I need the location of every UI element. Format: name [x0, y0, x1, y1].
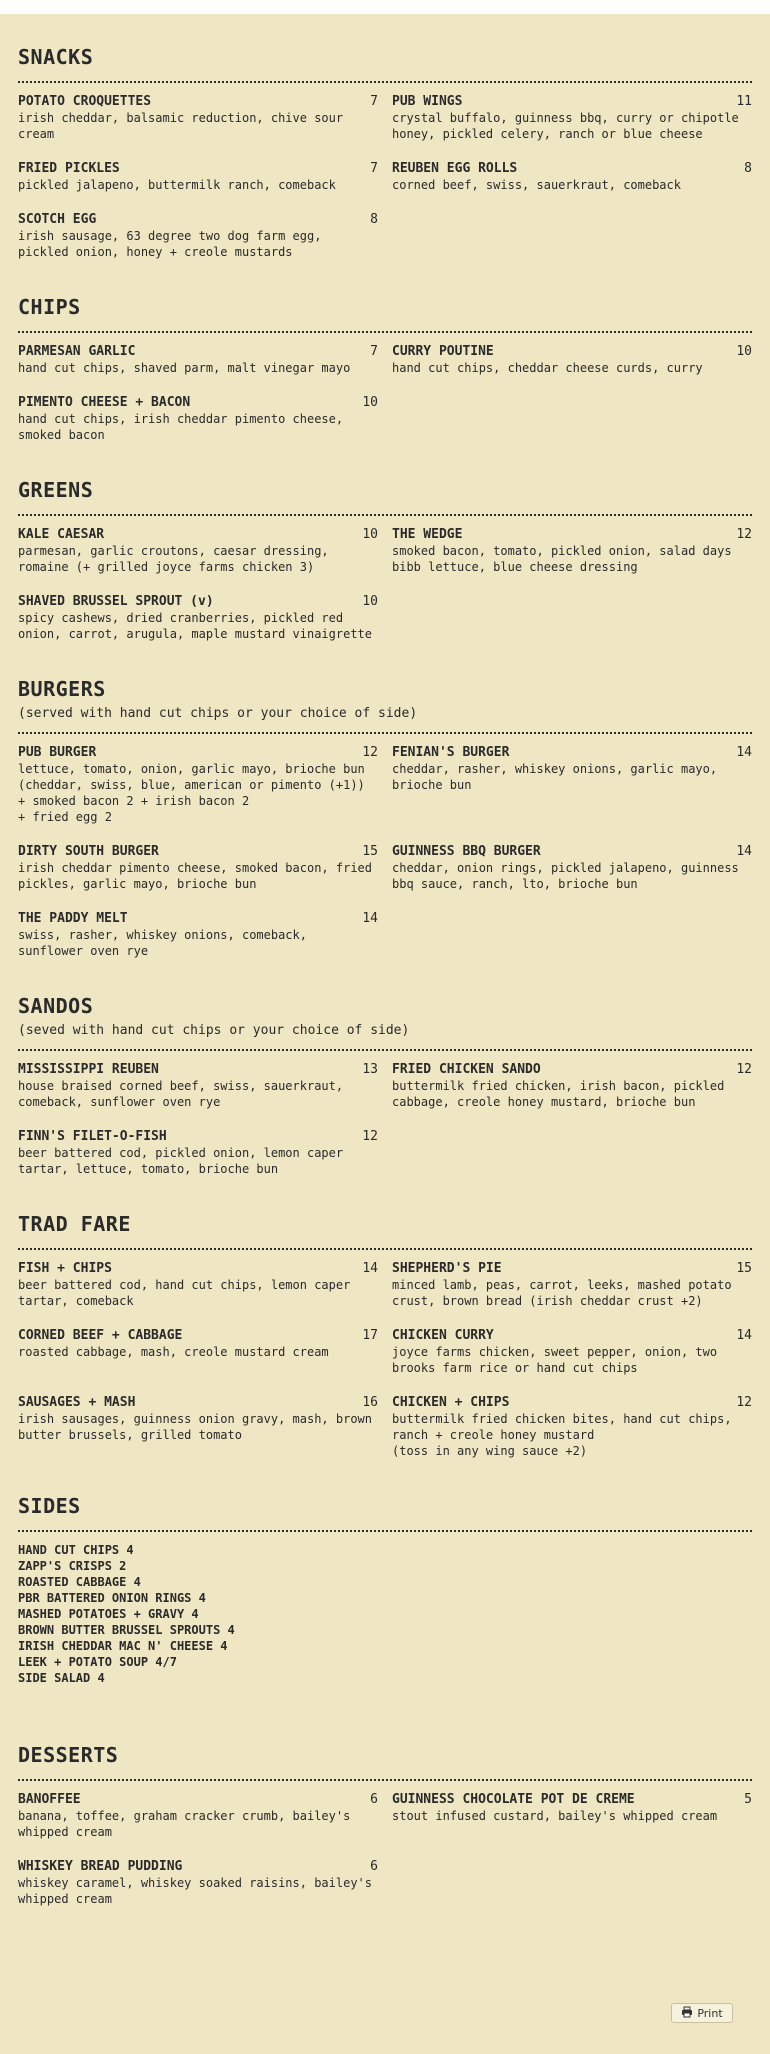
item-name: POTATO CROQUETTES: [18, 94, 152, 109]
menu-items: [18, 1061, 752, 1195]
menu-item: [392, 744, 752, 843]
item-description: beer battered cod, pickled onion, lemon caper tartar, lettuce, tomato, brioche bun: [18, 1146, 344, 1176]
item-name: GUINNESS CHOCOLATE POT DE CREME: [392, 1792, 635, 1807]
item-name: THE WEDGE: [392, 527, 463, 542]
item-price: 10: [362, 395, 378, 410]
menu-item: [18, 394, 378, 461]
item-name: CURRY POUTINE: [392, 344, 494, 359]
item-name: SHAVED BRUSSEL SPROUT (v): [18, 594, 214, 609]
item-price: 12: [736, 1395, 752, 1410]
menu-item: [18, 1858, 378, 1925]
side-item: IRISH CHEDDAR MAC N' CHEESE 4: [18, 1639, 228, 1653]
menu-items: [18, 526, 752, 660]
menu-items: [18, 93, 752, 278]
item-description: whiskey caramel, whiskey soaked raisins, bailey's whipped cream: [18, 1876, 373, 1906]
menu-item: [392, 1061, 752, 1128]
menu-item: [18, 910, 378, 977]
menu-item: [18, 160, 378, 211]
menu-item: [392, 1394, 752, 1477]
sides-list: [18, 1542, 752, 1726]
menu-item: [392, 1327, 752, 1394]
section-title: GREENS: [18, 478, 94, 502]
item-price: 8: [370, 212, 378, 227]
menu-item: [18, 526, 378, 593]
item-description: irish sausage, 63 degree two dog farm egg, pickled onion, honey + creole mustards: [18, 229, 322, 259]
item-price: 14: [736, 1328, 752, 1343]
item-description: crystal buffalo, guinness bbq, curry or chipotle honey, pickled celery, ranch or blue cheese: [392, 111, 739, 141]
item-name: CHICKEN CURRY: [392, 1328, 494, 1343]
menu-page: [0, 14, 770, 2054]
item-name: REUBEN EGG ROLLS: [392, 161, 518, 176]
side-item: ZAPP'S CRISPS 2: [18, 1559, 127, 1573]
item-description: corned beef, swiss, sauerkraut, comeback: [392, 178, 681, 192]
print-label: Print: [697, 2006, 723, 2020]
item-name: SCOTCH EGG: [18, 212, 97, 227]
item-price: 15: [736, 1261, 752, 1276]
item-description: irish cheddar, balsamic reduction, chive sour cream: [18, 111, 344, 141]
menu-item: [392, 160, 752, 211]
item-name: SAUSAGES + MASH: [18, 1395, 136, 1410]
item-description: irish cheddar pimento cheese, smoked bacon, fried pickles, garlic mayo, brioche bun: [18, 861, 373, 891]
printer-icon: [681, 2006, 693, 2021]
item-price: 17: [362, 1328, 378, 1343]
item-price: 5: [744, 1792, 752, 1807]
dotted-divider: [18, 1779, 752, 1781]
menu-item: [392, 1260, 752, 1327]
item-description: house braised corned beef, swiss, sauerkraut, comeback, sunflower oven rye: [18, 1079, 344, 1109]
item-description: pickled jalapeno, buttermilk ranch, comeback: [18, 178, 336, 192]
item-name: KALE CAESAR: [18, 527, 105, 542]
item-name: CHICKEN + CHIPS: [392, 1395, 510, 1410]
item-price: 16: [362, 1395, 378, 1410]
item-description: minced lamb, peas, carrot, leeks, mashed potato crust, brown bread (irish cheddar crust +2): [392, 1278, 732, 1308]
section-note: (seved with hand cut chips or your choice of side): [18, 1023, 410, 1038]
item-price: 14: [362, 1261, 378, 1276]
item-price: 14: [362, 911, 378, 926]
item-name: DIRTY SOUTH BURGER: [18, 844, 159, 859]
item-description: hand cut chips, cheddar cheese curds, curry: [392, 361, 703, 375]
menu-items: [18, 1791, 752, 1925]
item-price: 12: [362, 745, 378, 760]
item-name: FRIED CHICKEN SANDO: [392, 1062, 541, 1077]
section-trad-fare: [18, 1195, 752, 1477]
dotted-divider: [18, 732, 752, 734]
item-price: 7: [370, 161, 378, 176]
dotted-divider: [18, 331, 752, 333]
item-price: 7: [370, 94, 378, 109]
section-burgers: [18, 660, 752, 977]
item-name: PUB WINGS: [392, 94, 463, 109]
side-item: ROASTED CABBAGE 4: [18, 1575, 141, 1589]
item-name: SHEPHERD'S PIE: [392, 1261, 502, 1276]
section-greens: [18, 461, 752, 660]
dotted-divider: [18, 1049, 752, 1051]
item-price: 15: [362, 844, 378, 859]
item-name: THE PADDY MELT: [18, 911, 128, 926]
side-item: HAND CUT CHIPS 4: [18, 1543, 134, 1557]
item-name: GUINNESS BBQ BURGER: [392, 844, 541, 859]
menu-item: [18, 211, 378, 278]
menu-items: [18, 343, 752, 461]
item-price: 10: [362, 527, 378, 542]
item-description: beer battered cod, hand cut chips, lemon caper tartar, comeback: [18, 1278, 351, 1308]
menu-item: [392, 93, 752, 160]
side-item: MASHED POTATOES + GRAVY 4: [18, 1607, 199, 1621]
menu-items: [18, 1260, 752, 1477]
section-title: CHIPS: [18, 295, 81, 319]
menu-item: [18, 1128, 378, 1195]
item-description: lettuce, tomato, onion, garlic mayo, brioche bun (cheddar, swiss, blue, american or pimento (+1)) + smoked bacon 2 + irish bacon 2 + fried egg 2: [18, 762, 365, 824]
item-description: cheddar, rasher, whiskey onions, garlic mayo, brioche bun: [392, 762, 718, 792]
item-description: buttermilk fried chicken bites, hand cut chips, ranch + creole honey mustard (toss in any wing sauce +2): [392, 1412, 732, 1458]
item-price: 12: [736, 1062, 752, 1077]
section-desserts: [18, 1726, 752, 1925]
side-item: BROWN BUTTER BRUSSEL SPROUTS 4: [18, 1623, 235, 1637]
side-item: PBR BATTERED ONION RINGS 4: [18, 1591, 206, 1605]
item-price: 12: [736, 527, 752, 542]
item-name: CORNED BEEF + CABBAGE: [18, 1328, 183, 1343]
item-price: 6: [370, 1859, 378, 1874]
item-description: hand cut chips, irish cheddar pimento cheese, smoked bacon: [18, 412, 344, 442]
item-price: 12: [362, 1129, 378, 1144]
item-name: WHISKEY BREAD PUDDING: [18, 1859, 183, 1874]
item-description: joyce farms chicken, sweet pepper, onion, two brooks farm rice or hand cut chips: [392, 1345, 718, 1375]
item-price: 6: [370, 1792, 378, 1807]
item-name: MISSISSIPPI REUBEN: [18, 1062, 159, 1077]
menu-item: [18, 343, 378, 394]
item-description: roasted cabbage, mash, creole mustard cream: [18, 1345, 329, 1359]
dotted-divider: [18, 81, 752, 83]
menu-content: [18, 28, 752, 1925]
print-button[interactable]: [671, 2003, 733, 2023]
dotted-divider: [18, 514, 752, 516]
item-description: swiss, rasher, whiskey onions, comeback, sunflower oven rye: [18, 928, 307, 958]
item-name: BANOFFEE: [18, 1792, 81, 1807]
section-title: TRAD FARE: [18, 1212, 131, 1236]
item-name: FISH + CHIPS: [18, 1261, 112, 1276]
menu-item: [392, 343, 752, 394]
section-chips: [18, 278, 752, 461]
menu-items: [18, 744, 752, 977]
item-price: 14: [736, 844, 752, 859]
item-description: irish sausages, guinness onion gravy, mash, brown butter brussels, grilled tomato: [18, 1412, 373, 1442]
item-description: stout infused custard, bailey's whipped cream: [392, 1809, 718, 1823]
side-item: LEEK + POTATO SOUP 4/7: [18, 1655, 177, 1669]
section-title: BURGERS: [18, 677, 106, 701]
item-price: 7: [370, 344, 378, 359]
menu-item: [18, 93, 378, 160]
section-title: DESSERTS: [18, 1743, 119, 1767]
section-title: SANDOS: [18, 994, 94, 1018]
menu-item: [18, 843, 378, 910]
dotted-divider: [18, 1530, 752, 1532]
item-name: FRIED PICKLES: [18, 161, 120, 176]
section-snacks: [18, 28, 752, 278]
item-description: smoked bacon, tomato, pickled onion, salad days bibb lettuce, blue cheese dressing: [392, 544, 732, 574]
item-price: 10: [362, 594, 378, 609]
item-description: spicy cashews, dried cranberries, pickled red onion, carrot, arugula, maple mustard vinaigrette: [18, 611, 373, 641]
item-price: 14: [736, 745, 752, 760]
item-price: 10: [736, 344, 752, 359]
item-price: 8: [744, 161, 752, 176]
item-name: FENIAN'S BURGER: [392, 745, 510, 760]
menu-item: [392, 526, 752, 593]
menu-item: [18, 1394, 378, 1477]
item-name: PUB BURGER: [18, 745, 97, 760]
dotted-divider: [18, 1248, 752, 1250]
side-item: SIDE SALAD 4: [18, 1671, 105, 1685]
item-description: buttermilk fried chicken, irish bacon, pickled cabbage, creole honey mustard, brioche bun: [392, 1079, 725, 1109]
menu-item: [392, 843, 752, 910]
item-description: hand cut chips, shaved parm, malt vinegar mayo: [18, 361, 351, 375]
section-title: SNACKS: [18, 45, 94, 69]
menu-item: [18, 1061, 378, 1128]
section-sandos: [18, 977, 752, 1195]
menu-item: [18, 593, 378, 660]
item-name: FINN'S FILET-O-FISH: [18, 1129, 167, 1144]
item-price: 13: [362, 1062, 378, 1077]
section-sides: [18, 1477, 752, 1726]
menu-item: [392, 1791, 752, 1858]
section-note: (served with hand cut chips or your choice of side): [18, 706, 418, 721]
item-description: banana, toffee, graham cracker crumb, bailey's whipped cream: [18, 1809, 351, 1839]
section-title: SIDES: [18, 1494, 81, 1518]
menu-item: [18, 1791, 378, 1858]
item-description: cheddar, onion rings, pickled jalapeno, guinness bbq sauce, ranch, lto, brioche bun: [392, 861, 739, 891]
item-name: PARMESAN GARLIC: [18, 344, 136, 359]
menu-item: [18, 744, 378, 843]
menu-item: [18, 1327, 378, 1394]
item-price: 11: [736, 94, 752, 109]
item-description: parmesan, garlic croutons, caesar dressing, romaine (+ grilled joyce farms chicken 3): [18, 544, 329, 574]
item-name: PIMENTO CHEESE + BACON: [18, 395, 191, 410]
menu-item: [18, 1260, 378, 1327]
